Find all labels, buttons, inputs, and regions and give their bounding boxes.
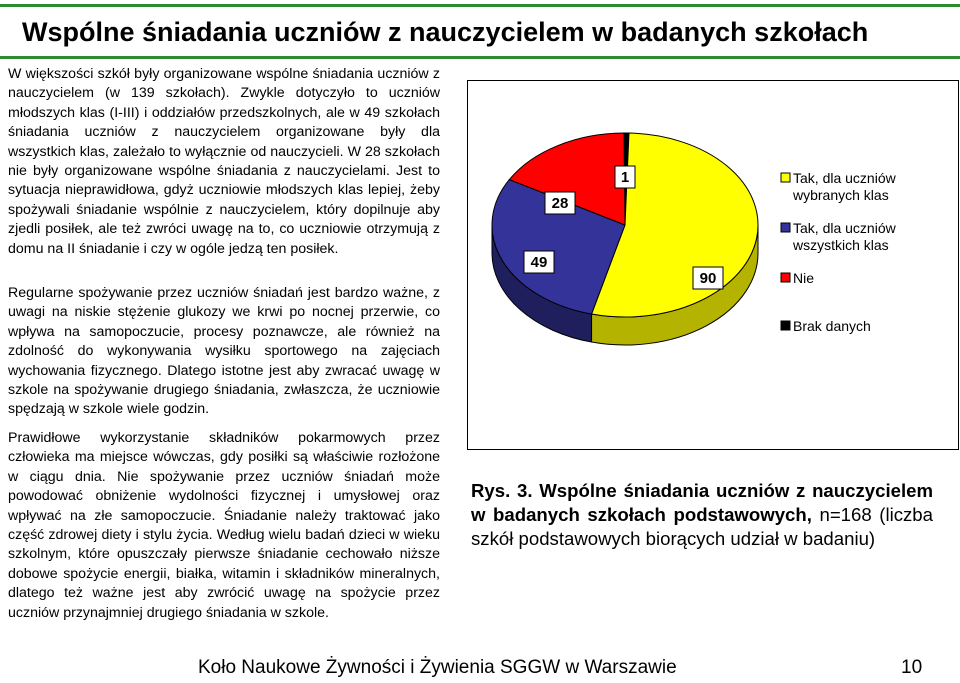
data-label-0: 90 [699,270,717,287]
legend-label-0: Tak, dla uczniów wybranych klas [793,170,896,203]
top-rule-lower [0,56,960,59]
caption-normal: n=168 (liczba szkół podstawowych biorących udział w badaniu) [471,504,933,549]
pie-chart-panel [467,80,959,450]
legend-label-2: Nie [793,270,815,286]
paragraph-2: Regularne spożywanie przez uczniów śniadań jest bardzo ważne, z uwagi na niskie stężenie glukozy we krwi po nocnej przerwie, co wpływa na samopoczucie, procesy poznawcze, ale również na zdolność do wykonywania wysiłku sportowego na zajęciach wychowania fizycznego. Dlatego istotne jest aby zwracać uwagę w szkole na spożywanie drugiego śniadania, zwłaszcza, że uczniowie spędzają w szkole wiele godzin. [8,285,440,418]
data-label-2: 28 [551,195,569,212]
paragraph-1: W większości szkół były organizowane wspólne śniadania uczniów z nauczycielem (w 139 szkołach). Zwykle dotyczyło to uczniów młodszych klas (I-III) i oddziałów przedszkolnych, ale w 49 szkołach śniadania uczniów z nauczycielem organizowane były dla wszystkich klas, zależało to wyłącznie od nauczycieli. W 28 szkołach nie były organizowane wspólne śniadania z nauczycielami. Jest to sytuacja nieprawidłowa, gdyż uczniowie młodszych klas lepiej, żeby spożywali śniadanie wspólnie z nauczycielem, który dopilnuje aby zjedli posiłek, ale też zwróci uwagę na to, co uczniowie otrzymują z domu na II śniadanie i czy w ogóle jedzą ten posiłek. [8,66,440,257]
footer-text: Koło Naukowe Żywności i Żywienia SGGW w Warszawie [198,657,677,678]
caption-bold: Rys. 3. Wspólne śniadania uczniów z nauczycielem w badanych szkołach podstawowych, [471,480,933,525]
top-rule-upper [0,4,960,7]
legend-label-1: Tak, dla uczniów wszystkich klas [793,220,896,253]
paragraph-3: Prawidłowe wykorzystanie składników pokarmowych przez człowieka ma miejsce wówczas, gdy posiłki są właściwie rozłożone w ciągu dnia. Nie spożywanie przez uczniów śniadań może powodować obniżenie wydolności fizycznej i umysłowej oraz wpływać na złe samopoczucie. Śniadanie należy traktować jako część zdrowej diety i stylu życia. Według wielu badań dzieci w wieku szkolnym, które opuszczały pierwsze śniadanie cechowało niższe dobowe spożycie energii, białka, witamin i składników mineralnych, dlatego też ważne jest aby zwrócić uwagę na spożycie przez uczniów przynajmniej drugiego śniadania w szkole. [8,430,440,621]
pie-chart [468,81,958,449]
page-number: 10 [901,657,923,678]
legend-swatch-2 [781,273,790,282]
figure-caption [471,479,933,551]
data-label-1: 49 [530,254,548,271]
legend-label-3: Brak danych [793,318,871,334]
legend-swatch-0 [781,173,790,182]
legend-swatch-3 [781,321,790,330]
legend-swatch-1 [781,223,790,232]
data-label-3: 1 [620,169,630,186]
page-title: Wspólne śniadania uczniów z nauczycielem w badanych szkołach [22,17,869,47]
